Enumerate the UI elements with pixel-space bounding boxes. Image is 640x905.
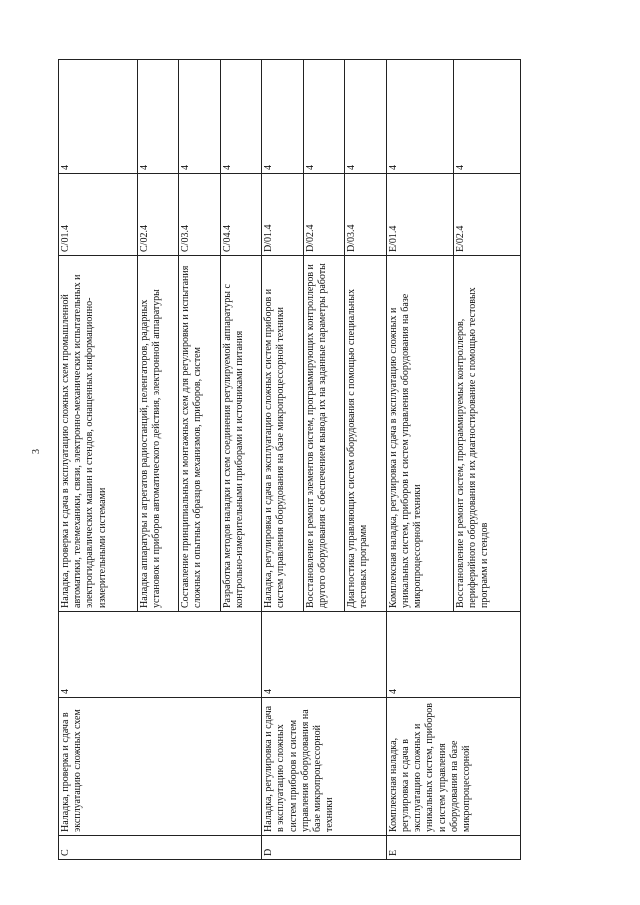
labor-function-cell: Составление принципиальных и монтажных схем для регулировки и испытания сложных и опытных образцов механизмов, приборов, систем (179, 256, 221, 612)
function-code-cell: D/01.4 (262, 174, 304, 256)
sub-level-cell: 4 (303, 60, 345, 174)
function-code-cell: D/03.4 (345, 174, 387, 256)
sub-level-cell: 4 (179, 60, 221, 174)
table-row (59, 60, 138, 860)
table-body (59, 60, 521, 860)
functions-table (58, 59, 521, 860)
qualification-level-cell: 4 (386, 612, 520, 698)
function-code-cell: C/01.4 (59, 174, 138, 256)
sub-level-cell: 4 (453, 60, 520, 174)
group-code-cell: D (262, 836, 387, 860)
function-code-cell: D/02.4 (303, 174, 345, 256)
labor-function-cell: Комплексная наладка, регулировка и сдача в эксплуатацию сложных и уникальных систем, приборов и систем управления оборудования на базе микропроцессорной техники (386, 256, 453, 612)
labor-function-cell: Восстановление и ремонт элементов систем, программирующих контроллеров и другого оборудования с обеспечением вывода их на заданные параметры работы (303, 256, 345, 612)
function-code-cell: C/03.4 (179, 174, 221, 256)
labor-function-cell: Наладка аппаратуры и агрегатов радиостанций, пеленгаторов, радарных установок и приборов автоматического действия, электронной аппаратуры (137, 256, 179, 612)
group-code-cell: C (59, 836, 262, 860)
generalized-function-cell: Наладка, регулировка и сдача в эксплуатацию сложных систем приборов и систем управления оборудования на базе микропроцессорной техники (262, 698, 387, 836)
sub-level-cell: 4 (345, 60, 387, 174)
function-code-cell: E/01.4 (386, 174, 453, 256)
page-number: 3 (31, 449, 42, 454)
generalized-function-cell: Наладка, проверка и сдача в эксплуатацию сложных схем (59, 698, 262, 836)
sub-level-cell: 4 (262, 60, 304, 174)
qualification-level-cell: 4 (262, 612, 387, 698)
sub-level-cell: 4 (386, 60, 453, 174)
rotated-table-container (58, 60, 521, 860)
function-code-cell: E/02.4 (453, 174, 520, 256)
sub-level-cell: 4 (137, 60, 179, 174)
labor-function-cell: Наладка, проверка и сдача в эксплуатацию сложных схем промышленной автоматики, телемеханики, связи, электронно-механических испытательных и электрогидравлических машин и стендов, оснащенных информационно-измерительными системами (59, 256, 138, 612)
table-row (386, 60, 453, 860)
group-code-cell: E (386, 836, 520, 860)
sub-level-cell: 4 (220, 60, 262, 174)
labor-function-cell: Восстановление и ремонт систем, программируемых контроллеров, периферийного оборудования и их диагностирование с помощью тестовых программ и стендов (453, 256, 520, 612)
labor-function-cell: Разработка методов наладки и схем соединения регулируемой аппаратуры с контрольно-измерительными приборами и источниками питания (220, 256, 262, 612)
qualification-level-cell: 4 (59, 612, 262, 698)
function-code-cell: C/02.4 (137, 174, 179, 256)
function-code-cell: C/04.4 (220, 174, 262, 256)
sub-level-cell: 4 (59, 60, 138, 174)
generalized-function-cell: Комплексная наладка, регулировка и сдача в эксплуатацию сложных и уникальных систем, приборов и систем управления оборудования на базе микропроцессорной (386, 698, 520, 836)
labor-function-cell: Диагностика управляющих систем оборудования с помощью специальных тестовых программ (345, 256, 387, 612)
labor-function-cell: Наладка, регулировка и сдача в эксплуатацию сложных систем приборов и систем управления оборудования на базе микропроцессорной техники (262, 256, 304, 612)
table-row (262, 60, 304, 860)
